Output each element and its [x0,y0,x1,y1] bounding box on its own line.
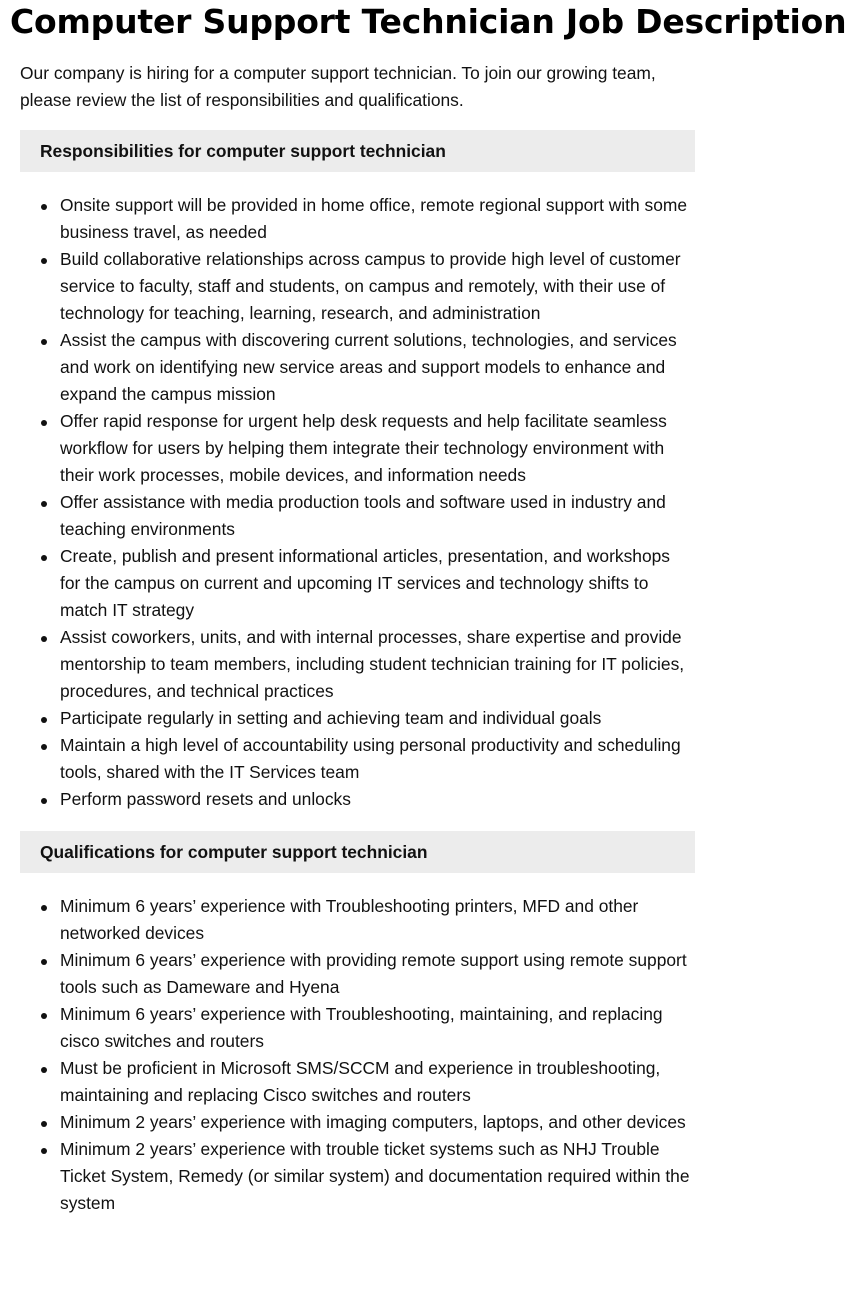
qualifications-heading: Qualifications for computer support technician [40,841,428,862]
list-item: Minimum 6 years’ experience with providing remote support using remote support tools such as Dameware and Hyena [20,947,695,1001]
page-title: Computer Support Technician Job Description [10,2,846,41]
list-item: Maintain a high level of accountability using personal productivity and scheduling tools, shared with the IT Services team [20,732,695,786]
list-item: Build collaborative relationships across campus to provide high level of customer service to faculty, staff and students, on campus and remotely, with their use of technology for teaching, learning, research, and administration [20,246,695,327]
responsibilities-heading: Responsibilities for computer support technician [40,140,446,161]
list-item: Perform password resets and unlocks [20,786,695,813]
responsibilities-section-header [20,130,695,172]
qualifications-section-header [20,831,695,873]
list-item: Offer rapid response for urgent help desk requests and help facilitate seamless workflow for users by helping them integrate their technology environment with their work processes, mobile devices, and information needs [20,408,695,489]
list-item: Minimum 2 years’ experience with trouble ticket systems such as NHJ Trouble Ticket System, Remedy (or similar system) and documentation required within the system [20,1136,695,1217]
list-item: Create, publish and present informational articles, presentation, and workshops for the campus on current and upcoming IT services and technology shifts to match IT strategy [20,543,695,624]
qualifications-list [20,893,695,1217]
responsibilities-list [20,192,695,813]
list-item: Minimum 2 years’ experience with imaging computers, laptops, and other devices [20,1109,695,1136]
list-item: Onsite support will be provided in home office, remote regional support with some business travel, as needed [20,192,695,246]
list-item: Participate regularly in setting and achieving team and individual goals [20,705,695,732]
list-item: Offer assistance with media production tools and software used in industry and teaching environments [20,489,695,543]
list-item: Minimum 6 years’ experience with Troubleshooting printers, MFD and other networked devices [20,893,695,947]
list-item: Minimum 6 years’ experience with Troubleshooting, maintaining, and replacing cisco switches and routers [20,1001,695,1055]
list-item: Must be proficient in Microsoft SMS/SCCM and experience in troubleshooting, maintaining and replacing Cisco switches and routers [20,1055,695,1109]
list-item: Assist coworkers, units, and with internal processes, share expertise and provide mentorship to team members, including student technician training for IT policies, procedures, and technical practices [20,624,695,705]
intro-paragraph: Our company is hiring for a computer support technician. To join our growing team, please review the list of responsibilities and qualifications. [20,63,656,110]
list-item: Assist the campus with discovering current solutions, technologies, and services and work on identifying new service areas and support models to enhance and expand the campus mission [20,327,695,408]
